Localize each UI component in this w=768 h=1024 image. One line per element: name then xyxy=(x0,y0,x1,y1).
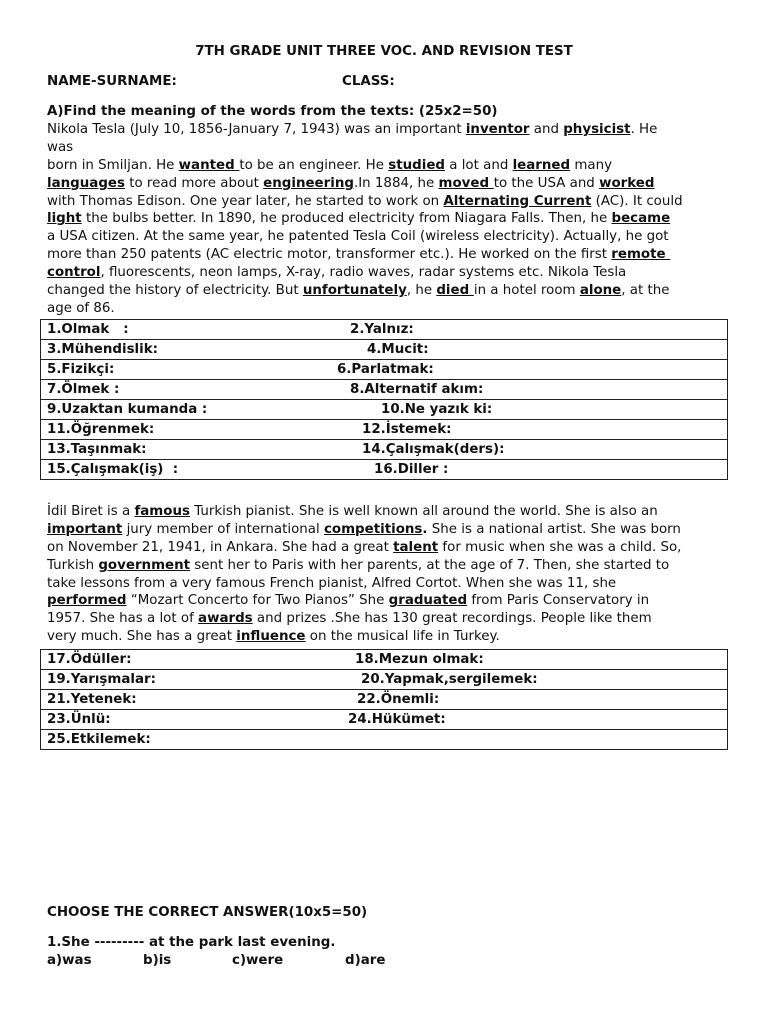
vocab-item-right: 8.Alternatif akım: xyxy=(350,382,484,397)
table-cell xyxy=(41,420,728,440)
text-segment: many xyxy=(570,157,613,173)
text-segment: changed the history of electricity. But xyxy=(47,283,303,299)
option-b: b)is xyxy=(143,953,172,968)
table-cell xyxy=(41,460,728,480)
vocab-item-left: 11.Öğrenmek: xyxy=(47,422,155,437)
table-cell xyxy=(41,670,728,690)
passage-line xyxy=(47,557,737,575)
text-segment: (AC). It could xyxy=(591,193,683,209)
text-segment: from Paris Conservatory in xyxy=(467,593,650,609)
passage-line xyxy=(47,300,737,318)
text-segment: Turkish pianist. She is well known all around the world. She is also an xyxy=(189,504,658,519)
text-segment: born in Smiljan. He xyxy=(47,157,179,173)
underlined-keyword: learned xyxy=(512,157,571,173)
text-segment: on November 21, 1941, in Ankara. She had a great xyxy=(47,539,394,555)
vocab-item-left: 23.Ünlü: xyxy=(47,712,111,727)
underlined-keyword: languages xyxy=(47,175,125,191)
text-segment: with Thomas Edison. One year later, he started to work on xyxy=(47,193,444,209)
vocab-item-right: 12.İstemek: xyxy=(362,422,452,437)
underlined-keyword: remote xyxy=(611,247,671,263)
text-segment: on the musical life in Turkey. xyxy=(305,629,500,645)
text-segment: jury member of international xyxy=(122,521,324,537)
text-segment: very much. She has a great xyxy=(47,629,237,645)
passage-line xyxy=(47,193,737,211)
vocab-item-left: 7.Ölmek : xyxy=(47,382,120,397)
vocab-item-left: 9.Uzaktan kumanda : xyxy=(47,402,208,417)
text-segment: sent her to Paris with her parents, at the age of 7. Then, she started to xyxy=(190,557,670,573)
vocab-item-left: 19.Yarışmalar: xyxy=(47,672,156,687)
underlined-keyword: physicist xyxy=(563,122,631,137)
table-cell xyxy=(41,710,728,730)
table-cell xyxy=(41,320,728,340)
section-a-instruction: A)Find the meaning of the words from the texts: (25x2=50) xyxy=(47,104,498,119)
table-cell xyxy=(41,650,728,670)
vocab-item-left: 15.Çalışmak(iş) : xyxy=(47,462,179,477)
text-segment: a lot and xyxy=(444,157,513,173)
table-cell xyxy=(41,730,728,750)
underlined-keyword: studied xyxy=(388,157,445,173)
underlined-keyword: control xyxy=(47,265,101,281)
text-segment: She is a national artist. She was born xyxy=(427,521,681,537)
text-segment: , at the xyxy=(621,283,670,299)
vocab-item-left: 13.Taşınmak: xyxy=(47,442,147,457)
text-segment: , he xyxy=(406,283,437,299)
vocab-item-left: 21.Yetenek: xyxy=(47,692,137,707)
underlined-keyword: graduated xyxy=(388,593,468,609)
underlined-keyword: light xyxy=(47,211,82,227)
table-row xyxy=(41,380,728,400)
name-surname-label: NAME-SURNAME: xyxy=(47,74,177,89)
passage-line xyxy=(47,282,737,300)
passage-line xyxy=(47,175,737,193)
passage-line xyxy=(47,121,737,139)
underlined-keyword: died xyxy=(436,283,474,299)
text-segment: “Mozart Concerto for Two Pianos” She xyxy=(126,593,389,609)
option-c: c)were xyxy=(232,953,284,968)
table-cell xyxy=(41,360,728,380)
text-segment: .In 1884, he xyxy=(353,175,439,191)
text-segment: Turkish xyxy=(47,557,99,573)
passage-line xyxy=(47,575,737,593)
page-title: 7TH GRADE UNIT THREE VOC. AND REVISION TEST xyxy=(195,44,573,59)
text-segment: 1957. She has a lot of xyxy=(47,611,199,627)
table-cell xyxy=(41,340,728,360)
text-segment: to read more about xyxy=(124,175,264,191)
passage-line xyxy=(47,139,737,157)
table-row xyxy=(41,690,728,710)
vocab-item-right: 10.Ne yazık ki: xyxy=(381,402,493,417)
underlined-keyword: alone xyxy=(579,283,622,299)
table-row xyxy=(41,710,728,730)
table-row xyxy=(41,360,728,380)
option-d: d)are xyxy=(345,953,386,968)
text-segment: age of 86. xyxy=(47,300,115,316)
table-cell xyxy=(41,690,728,710)
underlined-keyword: engineering xyxy=(263,175,354,191)
vocab-item-right: 6.Parlatmak: xyxy=(337,362,434,377)
vocab-item-right: 18.Mezun olmak: xyxy=(355,652,484,667)
text-segment: . He xyxy=(630,122,658,137)
passage-line xyxy=(47,592,737,610)
text-segment: the bulbs better. In 1890, he produced electricity from Niagara Falls. Then, he xyxy=(81,211,612,227)
table-row xyxy=(41,670,728,690)
underlined-keyword: competitions xyxy=(323,521,423,537)
vocab-item-left: 25.Etkilemek: xyxy=(47,732,151,747)
passage-line xyxy=(47,610,737,628)
vocab-item-right: 4.Mucit: xyxy=(367,342,429,357)
passage-line xyxy=(47,503,737,521)
text-segment: take lessons from a very famous French pianist, Alfred Cortot. When she was 11, she xyxy=(47,575,617,591)
table-row xyxy=(41,650,728,670)
vocabulary-table-1 xyxy=(40,319,728,480)
table-cell xyxy=(41,380,728,400)
text-segment: , fluorescents, neon lamps, X-ray, radio waves, radar systems etc. Nikola Tesla xyxy=(100,265,627,281)
underlined-keyword: influence xyxy=(236,629,306,645)
underlined-keyword: awards xyxy=(198,611,253,627)
passage-line xyxy=(47,228,737,246)
underlined-keyword: became xyxy=(611,211,671,227)
underlined-keyword: Alternating Current xyxy=(443,193,592,209)
text-segment: Nikola Tesla (July 10, 1856-January 7, 1943) was an important xyxy=(47,122,466,137)
passage-line xyxy=(47,521,737,539)
vocab-item-left: 3.Mühendislik: xyxy=(47,342,158,357)
underlined-keyword: moved xyxy=(438,175,494,191)
text-segment: and xyxy=(529,122,564,137)
passage-line xyxy=(47,539,737,557)
vocab-item-right: 24.Hükümet: xyxy=(348,712,446,727)
question-1: 1.She --------- at the park last evening. xyxy=(47,935,336,950)
text-segment: a USA citizen. At the same year, he patented Tesla Coil (wireless electricity). Actually, he got xyxy=(47,229,669,245)
passage-line xyxy=(47,157,737,175)
underlined-keyword: wanted xyxy=(178,157,240,173)
passage-idil-biret xyxy=(47,503,737,646)
text-segment: to the USA and xyxy=(493,175,600,191)
vocab-item-left: 17.Ödüller: xyxy=(47,652,132,667)
passage-line xyxy=(47,628,737,646)
vocab-item-left: 5.Fizikçi: xyxy=(47,362,115,377)
table-row xyxy=(41,460,728,480)
option-a: a)was xyxy=(47,953,92,968)
vocabulary-table-2 xyxy=(40,649,728,750)
underlined-keyword: performed xyxy=(47,593,127,609)
underlined-keyword: government xyxy=(98,557,191,573)
table-row xyxy=(41,440,728,460)
vocab-item-right: 14.Çalışmak(ders): xyxy=(362,442,505,457)
table-row xyxy=(41,400,728,420)
vocab-item-right: 20.Yapmak,sergilemek: xyxy=(361,672,538,687)
table-cell xyxy=(41,400,728,420)
text-segment: more than 250 patents (AC electric motor, transformer etc.). He worked on the first xyxy=(47,247,612,263)
table-row xyxy=(41,340,728,360)
section-b-instruction: CHOOSE THE CORRECT ANSWER(10x5=50) xyxy=(47,905,368,920)
table-row xyxy=(41,730,728,750)
passage-line xyxy=(47,210,737,228)
text-segment: in a hotel room xyxy=(473,283,580,299)
bold-text: . xyxy=(422,521,428,537)
vocab-item-right: 22.Önemli: xyxy=(357,692,440,707)
table-row xyxy=(41,320,728,340)
vocab-item-left: 1.Olmak : xyxy=(47,322,129,337)
text-segment: to be an engineer. He xyxy=(239,157,389,173)
passage-nikola-tesla xyxy=(47,121,737,318)
underlined-keyword: unfortunately xyxy=(302,283,407,299)
passage-line xyxy=(47,246,737,264)
table-cell xyxy=(41,440,728,460)
underlined-keyword: important xyxy=(47,521,123,537)
underlined-keyword: famous xyxy=(134,504,190,519)
text-segment: was xyxy=(47,139,74,155)
vocab-item-right: 16.Diller : xyxy=(374,462,449,477)
text-segment: and prizes .She has 130 great recordings. People like them xyxy=(252,611,652,627)
text-segment: for music when she was a child. So, xyxy=(438,539,682,555)
underlined-keyword: talent xyxy=(393,539,439,555)
passage-line xyxy=(47,264,737,282)
table-row xyxy=(41,420,728,440)
underlined-keyword: worked xyxy=(599,175,655,191)
vocab-item-right: 2.Yalnız: xyxy=(350,322,414,337)
text-segment: İdil Biret is a xyxy=(47,504,135,519)
class-label: CLASS: xyxy=(342,74,395,89)
underlined-keyword: inventor xyxy=(465,122,530,137)
